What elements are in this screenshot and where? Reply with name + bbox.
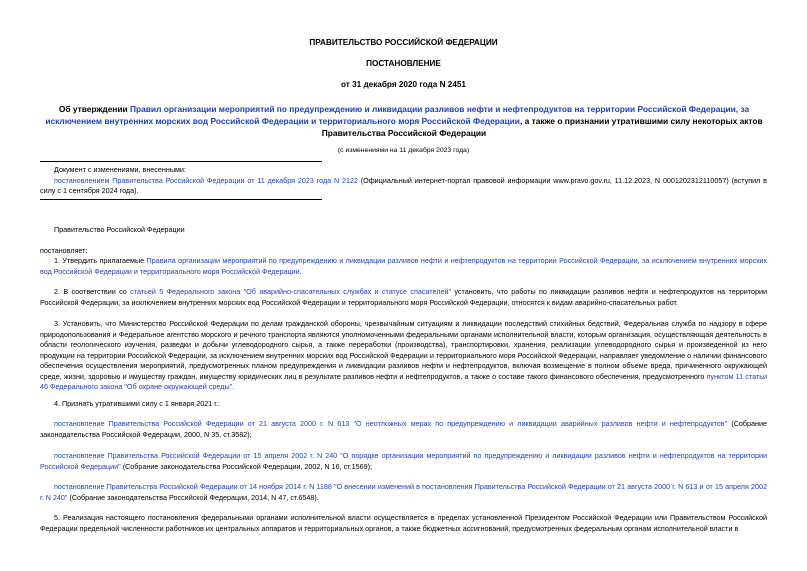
repealed-item-1-details: (Собрание законодательства Российской Федерации, 2000, N 35, ст.3582); [40, 419, 768, 439]
paragraph-2-prefix: 2. В соответствии со [54, 287, 131, 296]
paragraph-1-suffix: . [299, 266, 302, 276]
paragraph-3-law-link[interactable]: пунктом 11 статьи 46 Федерального закона "Об охране окружающей среды" [40, 371, 768, 391]
paragraph-2 [40, 287, 767, 308]
changes-bottom-divider [40, 199, 322, 200]
repealed-decree-1188-link[interactable]: постановление Правительства Российской Федерации от 14 ноября 2014 г. N 1188 "О внесении изменений в постановления Правительства Российской Федерации от 21 августа 2000 г. N 613 и от 15 апреля 2002 г. N 240" [40, 482, 767, 502]
repealed-decree-613-link[interactable]: постановление Правительства Российской Федерации от 21 августа 2000 г. N 613 "О неотложных мерах по предупреждению и ликвидации аварийных разливов нефти и нефтепродуктов" [54, 419, 728, 428]
paragraph-3-text: 3. Установить, что Министерство Российской Федерации по делам гражданской обороны, чрезвычайным ситуациям и ликвидации последствий стихийных бедствий, Федеральная служба по надзору в сфере природопользования и Федеральное агентство морского и речного транспорта являются уполномоченными федеральными органами исполнительной власти, которым организация, осуществляющая деятельность в области геологического изучения, разведки и добычи углеводородного сырья, а также переработки (производства), транспортировки, хранения, реализации углеводородного сырья и произведенной из него продукции на территории Российской Федерации, за исключением внутренних морских вод Российской Федерации и территориального моря Российской Федерации, направляет уведомление о наличии финансового обеспечения осуществления мероприятий, предусмотренных планом предупреждения и ликвидации разливов нефти и нефтепродуктов, включая возмещение в полном объеме вреда, причиненного окружающей среде, жизни, здоровью и имуществу граждан, имуществу юридических лиц в результате разливов нефти и нефтепродуктов, а также о составе такого финансового обеспечения, предусмотренного [40, 319, 767, 381]
repealed-item-1 [40, 419, 767, 440]
changes-top-divider [40, 161, 322, 162]
edition-note: (с изменениями на 11 декабря 2023 года) [337, 147, 470, 154]
paragraph-5-text: 5. Реализация настоящего постановления федеральными органами исполнительной власти осуществляется в пределах установленной Президентом Российской Федерации или Правительством Российской Федерации предельной численности работников их центральных аппаратов и территориальных органов, а также бюджетных ассигнований, предусмотренных федеральным органам исполнительной власти в [40, 513, 767, 533]
changes-entry-details: (Официальный интернет-портал правовой информации www.pravo.gov.ru, 11.12.2023, N 0001202312110057) (вступил в силу с 1 сентября 2024 года). [40, 175, 768, 195]
paragraph-4-text: 4. Признать утратившими силу с 1 января 2021 г.: [54, 399, 220, 408]
paragraph-3 [40, 319, 767, 393]
decrees-line [40, 246, 767, 257]
repealed-item-2 [40, 451, 767, 472]
paragraph-3-suffix: . [232, 382, 235, 391]
paragraph-1-rules-link[interactable]: Правила организации мероприятий по предупреждению и ликвидации разливов нефти и нефтепродуктов на территории Российской Федерации, за исключением внутренних морских вод Российской Федерации и территориального моря Российской Федерации [40, 256, 767, 276]
government-heading: ПРАВИТЕЛЬСТВО РОССИЙСКОЙ ФЕДЕРАЦИИ [309, 38, 498, 47]
changes-decree-link[interactable]: постановлением Правительства Российской Федерации от 11 декабря 2023 года N 2122 [54, 175, 358, 185]
document-date-number: от 31 декабря 2020 года N 2451 [341, 80, 466, 89]
title-prefix: Об утверждении [58, 104, 130, 114]
repealed-item-2-details: (Собрание законодательства Российской Федерации, 2002, N 16, ст.1569); [120, 461, 373, 471]
document-title [34, 103, 774, 139]
title-rules-link[interactable]: Правил организации мероприятий по предупреждению и ликвидации разливов нефти и нефтепродуктов на территории Российской Федерации, за исключением внутренних морских вод Российской Федерации и территориального моря Российской Федерации [45, 104, 750, 126]
document-type-heading: ПОСТАНОВЛЕНИЕ [366, 59, 441, 68]
title-suffix: , а также о признании утратившими силу некоторых актов Правительства Российской Федерации [321, 116, 763, 138]
paragraph-4 [40, 399, 767, 410]
paragraph-5 [40, 513, 767, 534]
repealed-decree-240-link[interactable]: постановление Правительства Российской Федерации от 15 апреля 2002 г. N 240 "О порядке организации мероприятий по предупреждению и ликвидации разливов нефти и нефтепродуктов на территории Российской Федерации" [40, 451, 767, 471]
paragraph-1 [40, 256, 767, 277]
decrees-text: постановляет: [40, 246, 88, 255]
repealed-item-3-details: (Собрание законодательства Российской Федерации, 2014, N 47, ст.6548). [67, 492, 319, 502]
paragraph-1-prefix: 1. Утвердить прилагаемые [54, 256, 147, 265]
issuer-text: Правительство Российской Федерации [54, 225, 185, 234]
changes-label: Документ с изменениями, внесенными: [54, 165, 186, 174]
paragraph-2-suffix: установить, что работы по ликвидации разливов нефти и нефтепродуктов на территории Российской Федерации, за исключением внутренних морских вод Российской Федерации и территориального моря Российской Федерации, относятся к видам аварийно-спасательных работ. [40, 287, 767, 307]
issuer-line [40, 225, 767, 236]
changes-entry [40, 176, 767, 197]
changes-block [40, 165, 767, 197]
paragraph-2-law-link[interactable]: статьей 5 Федерального закона "Об аварийно-спасательных службах и статусе спасателей" [130, 287, 452, 296]
repealed-item-3 [40, 482, 767, 503]
